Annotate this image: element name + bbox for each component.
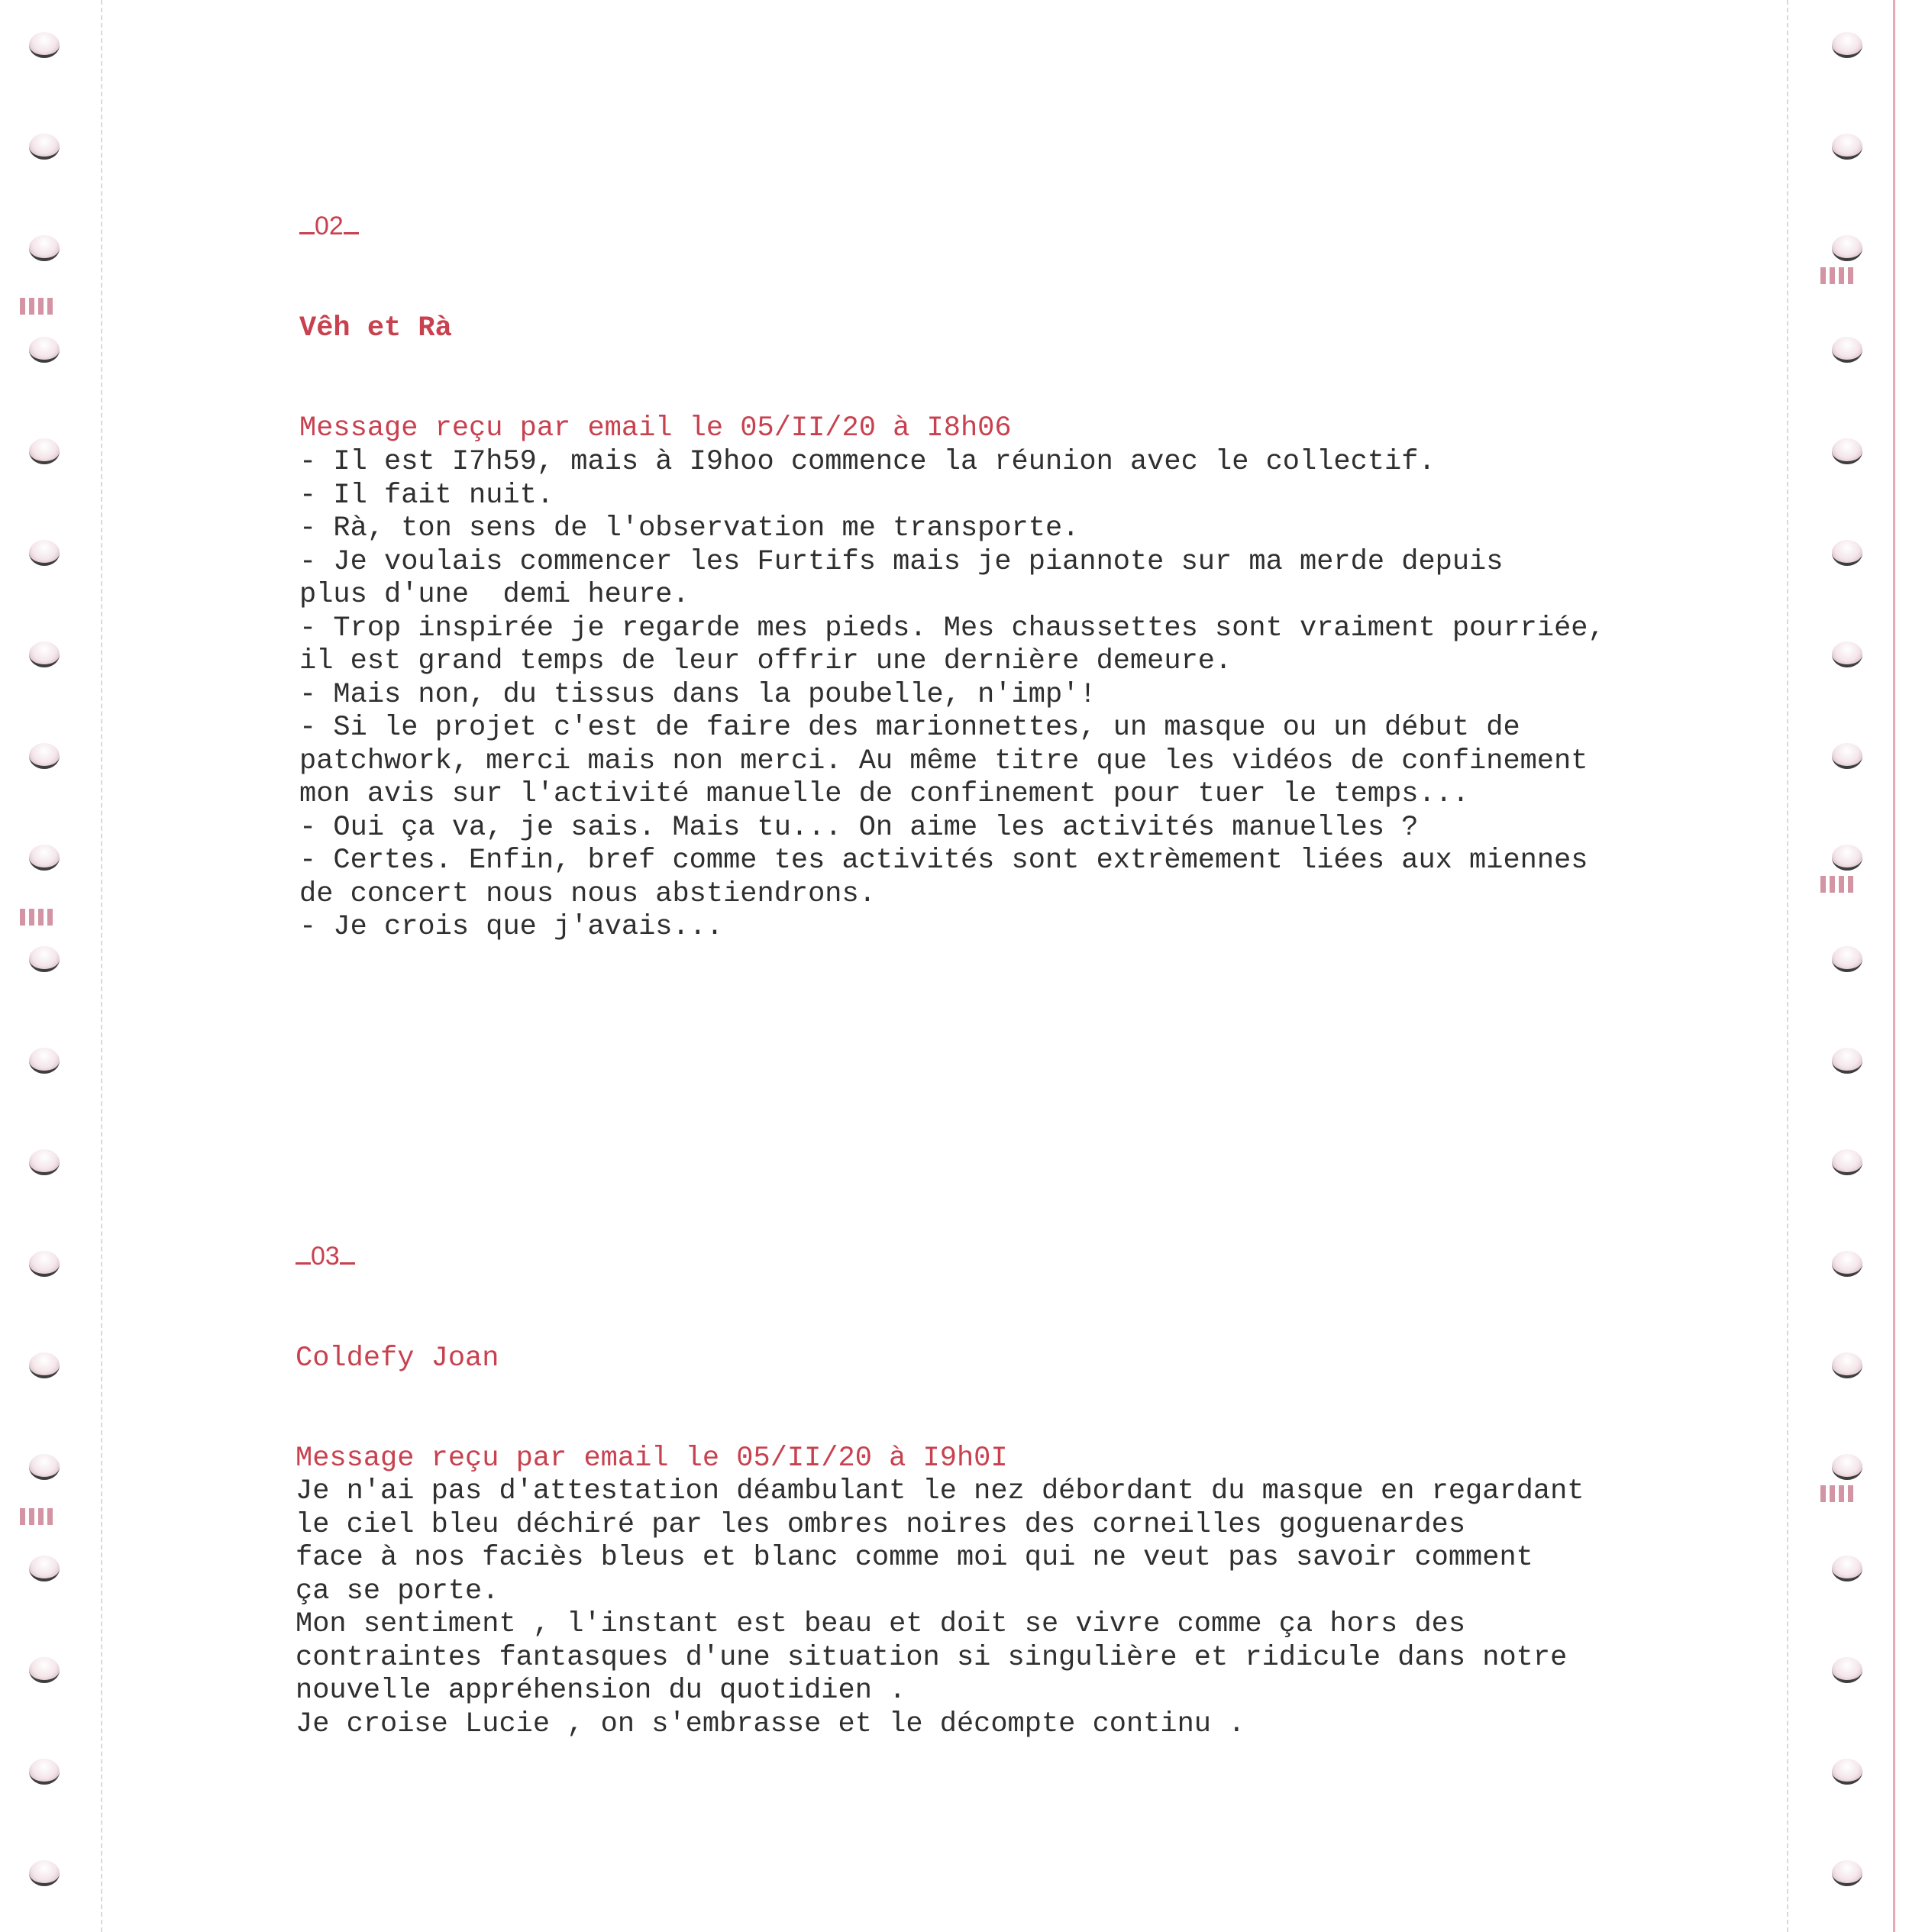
body-line: nouvelle appréhension du quotidien . [296,1675,906,1707]
perforation-mark [1820,1485,1857,1502]
entry-received-date: Message reçu par email le 05/II/20 à I8h06 [299,412,1012,444]
body-line: contraintes fantasques d'une situation si singulière et ridicule dans notre [296,1641,1568,1674]
body-line: le ciel bleu déchiré par les ombres noires des corneilles goguenardes [296,1508,1466,1541]
tractor-hole [29,1352,60,1378]
body-line: Je croise Lucie , on s'embrasse et le décompte continu . [296,1707,1245,1740]
tractor-hole [1832,1759,1862,1785]
perforation-mark [20,298,57,315]
tractor-hole [1832,438,1862,464]
body-line: il est grand temps de leur offrir une dernière demeure. [299,645,1232,677]
tractor-hole [29,1657,60,1683]
tractor-hole [29,1454,60,1480]
tractor-hole [1832,1860,1862,1886]
body-line: - Rà, ton sens de l'observation me transporte. [299,512,1080,544]
tractor-hole [29,743,60,769]
tractor-hole [29,337,60,363]
tractor-hole [1832,1251,1862,1277]
tractor-hole [1832,946,1862,972]
tractor-hole [1832,32,1862,58]
tractor-hole [1832,641,1862,667]
tractor-hole [29,32,60,58]
tractor-hole [29,845,60,871]
tractor-hole [1832,1149,1862,1175]
tractor-hole [29,1251,60,1277]
body-line: - Trop inspirée je regarde mes pieds. Mes chaussettes sont vraiment pourriée, [299,612,1605,645]
perforation-mark [1820,267,1857,284]
tractor-hole [29,1048,60,1074]
entry-author: Vêh et Rà Message reçu par email le 05/II/20 à I8h06 [299,312,1012,444]
body-line: Mon sentiment , l'instant est beau et doit se vivre comme ça hors des [296,1608,1466,1640]
tractor-hole [1832,337,1862,363]
body-line: patchwork, merci mais non merci. Au même titre que les vidéos de confinement [299,745,1588,777]
tractor-hole [29,438,60,464]
tractor-hole [29,1860,60,1886]
tractor-hole [29,1759,60,1785]
body-line: - Je voulais commencer les Furtifs mais je piannote sur ma merde depuis [299,545,1504,578]
body-line: - Oui ça va, je sais. Mais tu... On aime les activités manuelles ? [299,811,1419,844]
body-line: - Si le projet c'est de faire des marionnettes, un masque ou un début de [299,712,1520,744]
tractor-hole [1832,1454,1862,1480]
tractor-hole [29,235,60,261]
right-tractor-margin [1787,0,1909,1932]
body-line: - Il est I7h59, mais à I9hoo commence la réunion avec le collectif. [299,446,1436,478]
tractor-hole [29,641,60,667]
body-line: - Je crois que j'avais... [299,911,724,943]
tractor-hole [1832,1556,1862,1581]
perforation-mark [1820,876,1857,893]
body-line: plus d'une demi heure. [299,579,690,611]
tractor-hole [29,540,60,566]
tractor-hole [1832,1048,1862,1074]
perforation-mark [20,1508,57,1525]
perforation-mark [20,909,57,926]
body-line: ça se porte. [296,1575,499,1607]
tractor-hole [1832,845,1862,871]
body-line: - Il fait nuit. [299,479,554,512]
left-tractor-margin [0,0,102,1932]
entry-number: 03 [296,1241,355,1271]
entry-body [296,1475,1584,1741]
tractor-hole [1832,743,1862,769]
tractor-hole [1832,1352,1862,1378]
tractor-hole [1832,1657,1862,1683]
entry-number: 02 [299,211,359,241]
tractor-hole [1832,134,1862,160]
tractor-hole [1832,540,1862,566]
tractor-hole [29,1149,60,1175]
body-line: Je n'ai pas d'attestation déambulant le nez débordant du masque en regardant [296,1475,1584,1507]
entry-received-date: Message reçu par email le 05/II/20 à I9h0I [296,1442,1008,1475]
body-line: - Certes. Enfin, bref comme tes activités sont extrèmement liées aux miennes [299,845,1588,877]
entry-body [299,446,1605,945]
tractor-hole [29,134,60,160]
entry-author: Coldefy Joan Message reçu par email le 05/II/20 à I9h0I [296,1342,1008,1475]
tractor-hole [29,946,60,972]
body-line: - Mais non, du tissus dans la poubelle, n'imp'! [299,678,1097,711]
body-line: de concert nous nous abstiendrons. [299,877,876,910]
body-line: mon avis sur l'activité manuelle de confinement pour tuer le temps... [299,778,1470,810]
tractor-hole [1832,235,1862,261]
tractor-hole [29,1556,60,1581]
body-line: face à nos faciès bleus et blanc comme moi qui ne veut pas savoir comment [296,1542,1533,1574]
